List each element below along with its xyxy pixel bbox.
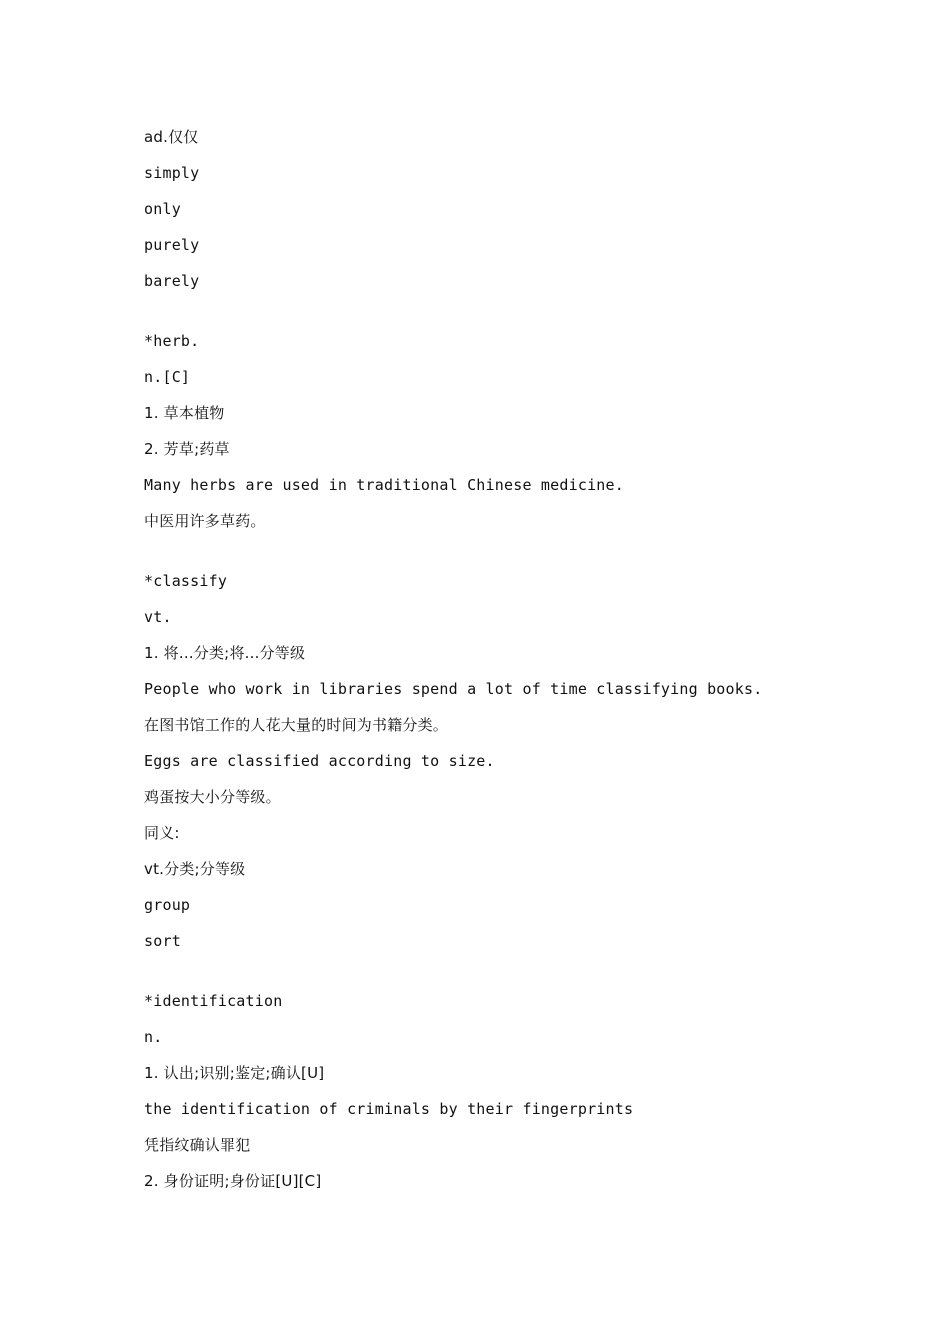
entry-line: sort xyxy=(144,932,181,950)
example-sentence: the identification of criminals by their fingerprints xyxy=(144,1100,634,1118)
entry-line: only xyxy=(144,200,181,218)
example-sentence: Eggs are classified according to size. xyxy=(144,752,495,770)
entry-line: group xyxy=(144,896,191,914)
entry-line: ad.仅仅 xyxy=(144,128,199,146)
entry-line: vt. xyxy=(144,608,172,626)
example-translation: 在图书馆工作的人花大量的时间为书籍分类。 xyxy=(144,716,449,734)
headword: *identification xyxy=(144,992,283,1010)
entry-line: 1. 将...分类;将...分等级 xyxy=(144,644,306,662)
entry-line: vt.分类;分等级 xyxy=(144,860,246,878)
entry-line: simply xyxy=(144,164,200,182)
example-translation: 凭指纹确认罪犯 xyxy=(144,1136,251,1154)
entry-line: 同义: xyxy=(144,824,180,842)
headword: *herb. xyxy=(144,332,200,350)
example-translation: 鸡蛋按大小分等级。 xyxy=(144,788,281,806)
entry-line: 1. 草本植物 xyxy=(144,404,225,422)
entry-line: 2. 芳草;药草 xyxy=(144,440,230,458)
entry-line: 1. 认出;识别;鉴定;确认[U] xyxy=(144,1064,325,1082)
entry-line: barely xyxy=(144,272,200,290)
example-translation: 中医用许多草药。 xyxy=(144,512,266,530)
example-sentence: Many herbs are used in traditional Chinese medicine. xyxy=(144,476,624,494)
entry-line: 2. 身份证明;身份证[U][C] xyxy=(144,1172,322,1190)
example-sentence: People who work in libraries spend a lot of time classifying books. xyxy=(144,680,763,698)
entry-line: n.[C] xyxy=(144,368,191,386)
headword: *classify xyxy=(144,572,228,590)
entry-line: n. xyxy=(144,1028,163,1046)
entry-line: purely xyxy=(144,236,200,254)
